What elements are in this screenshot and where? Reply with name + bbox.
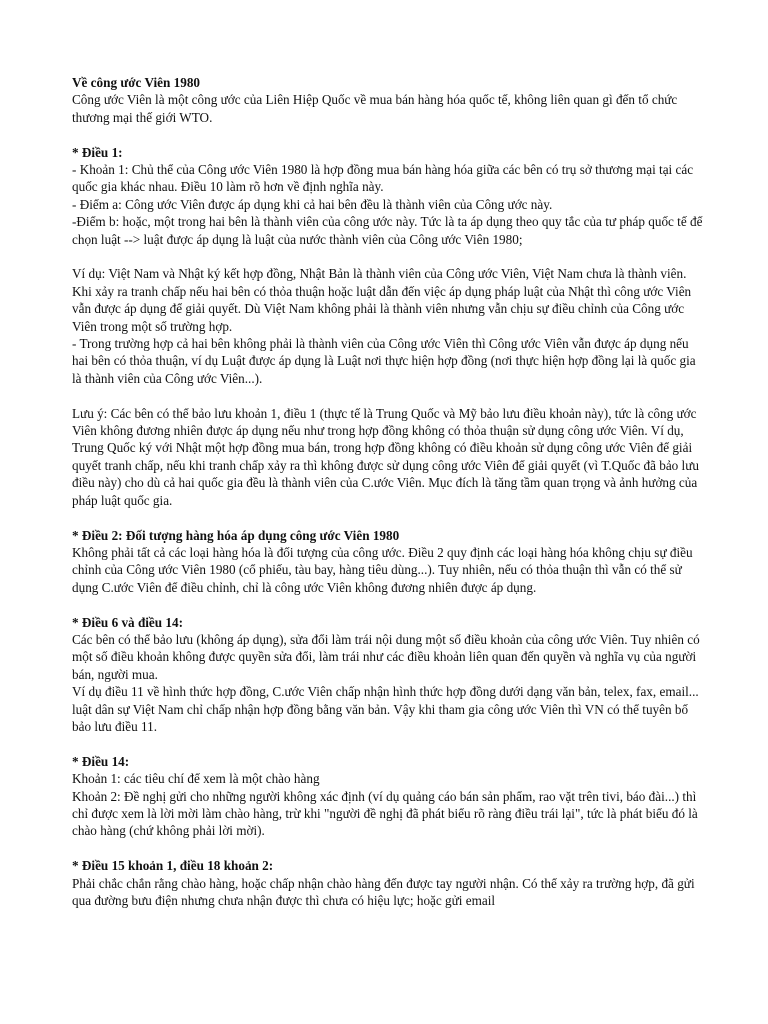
spacer — [72, 387, 708, 404]
section-heading-dieu-1: * Điều 1: — [72, 144, 123, 160]
dieu-14-khoan-2: Khoản 2: Đề nghị gửi cho những người không xác định (ví dụ quảng cáo bán sản phẩm, rao vặt trên tivi, báo đài...) thì chỉ được xem là lời mời làm chào hàng, trừ khi "người đề nghị đã phát biểu rõ ràng điều trái lại", tức là phát biểu đó là chào hàng (chứ không phải lời mời). — [72, 788, 702, 839]
section-heading-dieu-14: * Điều 14: — [72, 753, 130, 769]
intro-paragraph: Công ước Viên là một công ước của Liên Hiệp Quốc về mua bán hàng hóa quốc tế, không liên quan gì đến tổ chức thương mại thế giới WTO. — [72, 92, 681, 125]
section-heading-dieu-15-18: * Điều 15 khoản 1, điều 18 khoản 2: — [72, 858, 274, 874]
dieu-1-example: Ví dụ: Việt Nam và Nhật ký kết hợp đồng, Nhật Bản là thành viên của Công ước Viên, Việt Nam chưa là thành viên. Khi xảy ra tranh chấp nếu hai bên có thỏa thuận hoặc luật dẫn đến việc áp dụng pháp luật của Nhật thì công ước Viên vẫn được áp dụng để giải quyết. Dù Việt Nam không phải là thành viên nhưng vẫn chịu sự điều chỉnh của Công ước Viên trong một số trường hợp. — [72, 266, 695, 334]
section-heading-dieu-6-14: * Điều 6 và điều 14: — [72, 614, 183, 630]
dieu-1-khoan-1: - Khoản 1: Chủ thể của Công ước Viên 1980 là hợp đồng mua bán hàng hóa giữa các bên có trụ sở thương mại tại các quốc gia khác nhau. Điều 10 làm rõ hơn về định nghĩa này. — [72, 162, 697, 195]
spacer — [72, 596, 708, 613]
dieu-1-note: Lưu ý: Các bên có thể bảo lưu khoản 1, điều 1 (thực tế là Trung Quốc và Mỹ bảo lưu điều khoản này), tức là công ước Viên không đương nhiên được áp dụng nếu như trong hợp đồng không có thỏa thuận sử dụng công ước Viên. Ví dụ, Trung Quốc ký với Nhật một hợp đồng mua bán, trong hợp đồng không có điều khoản sử dụng công ước Viên để giải quyết tranh chấp, nếu khi tranh chấp xảy ra thì không được sử dụng công ước Viên để giải quyết (vì T.Quốc đã bảo lưu điều này) cho dù cả hai quốc gia đều là thành viên của C.ước Viên. Mục đích là tăng tầm quan trọng và ảnh hưởng của pháp luật quốc gia. — [72, 405, 703, 508]
dieu-1-diem-a: - Điểm a: Công ước Viên được áp dụng khi cả hai bên đều là thành viên của Công ước này. — [72, 196, 553, 212]
dieu-6-14-example: Ví dụ điều 11 về hình thức hợp đồng, C.ước Viên chấp nhận hình thức hợp đồng dưới dạng văn bản, telex, fax, email... luật dân sự Việt Nam chỉ chấp nhận hợp đồng bằng văn bản. Vậy khi tham gia công ước Viên thì VN có thể tuyên bố bảo lưu điều 11. — [72, 684, 702, 734]
spacer — [72, 509, 708, 526]
spacer — [72, 248, 708, 265]
dieu-6-14-body: Các bên có thể bảo lưu (không áp dụng), sửa đổi làm trái nội dung một số điều khoản của công ước Viên. Tuy nhiên có một số điều khoản không được quyền sửa đổi, làm trái như các điều khoản liên quan đến quyền và nghĩa vụ của người bán, người mua. — [72, 631, 703, 682]
spacer — [72, 126, 708, 143]
section-heading-dieu-2: * Điều 2: Đối tượng hàng hóa áp dụng công ước Viên 1980 — [72, 527, 400, 543]
dieu-14-khoan-1: Khoản 1: các tiêu chí để xem là một chào hàng — [72, 771, 320, 787]
document-title: Về công ước Viên 1980 — [72, 75, 201, 90]
spacer — [72, 840, 708, 857]
dieu-1-case: - Trong trường hợp cả hai bên không phải là thành viên của Công ước Viên thì Công ước Viên vẫn được áp dụng nếu hai bên có thỏa thuận, ví dụ Luật được áp dụng là Luật nơi thực hiện hợp đồng (nơi thực hiện hợp đồng lại là quốc gia là thành viên của Công ước Viên...). — [72, 336, 699, 386]
dieu-15-18-body: Phải chắc chắn rằng chào hàng, hoặc chấp nhận chào hàng đến được tay người nhận. Có thể xảy ra trường hợp, đã gửi qua đường bưu điện nhưng chưa nhận được thì chưa có hiệu lực; hoặc gửi email — [72, 875, 698, 908]
spacer — [72, 735, 708, 752]
dieu-2-body: Không phải tất cả các loại hàng hóa là đối tượng của công ước. Điều 2 quy định các loại hàng hóa không chịu sự điều chỉnh của Công ước Viên 1980 (cổ phiếu, tàu bay, hàng tiêu dùng...). Tuy nhiên, nếu có thỏa thuận thì vẫn có thể sử dụng C.ước Viên để điều chỉnh, chỉ là công ước Viên không đương nhiên được áp dụng. — [72, 544, 696, 595]
dieu-1-diem-b: -Điểm b: hoặc, một trong hai bên là thành viên của công ước này. Tức là ta áp dụng theo quy tắc của tư pháp quốc tế để chọn luật --> luật được áp dụng là luật của nước thành viên của Công ước Viên 1980; — [72, 214, 706, 247]
document-page — [72, 74, 708, 909]
